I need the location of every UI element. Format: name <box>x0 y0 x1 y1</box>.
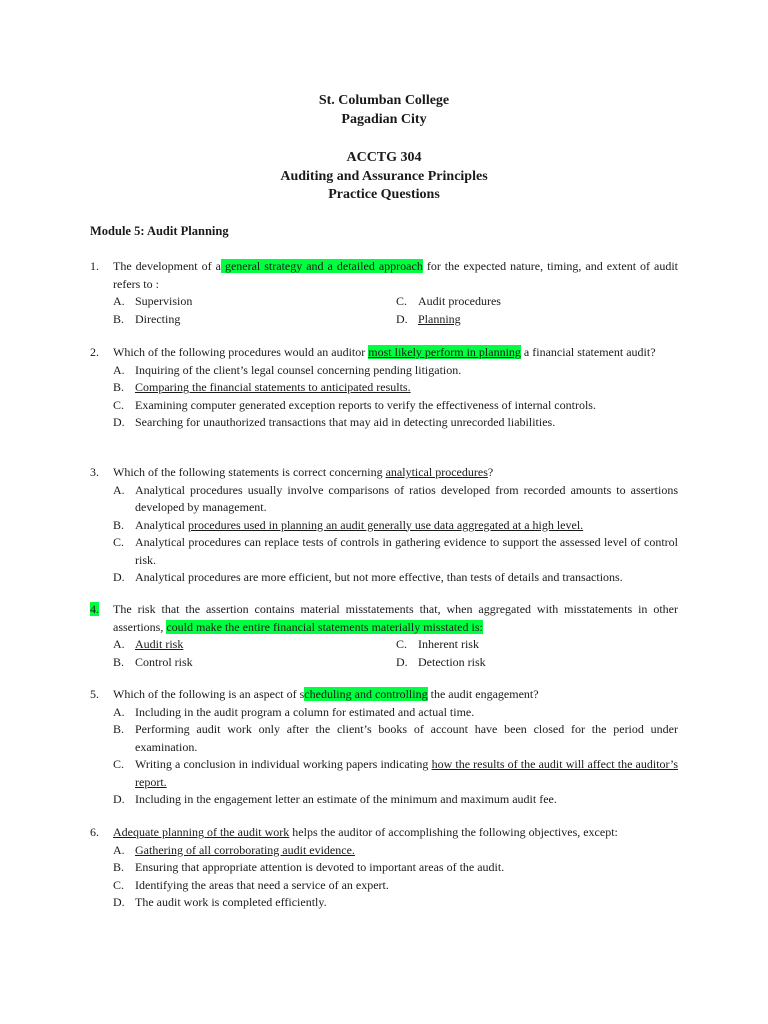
question-number: 6. <box>90 825 99 839</box>
college-name: St. Columban College <box>318 93 450 108</box>
options-row <box>90 636 678 654</box>
question-text-part: a financial statement audit? <box>520 345 656 359</box>
question-4 <box>90 601 678 671</box>
option-text: Ensuring that appropriate attention is devoted to important areas of the audit. <box>135 860 505 874</box>
option-text: Inherent risk <box>418 637 479 651</box>
option-letter: B. <box>113 311 125 326</box>
option-letter: A. <box>113 842 125 857</box>
question-number: 1. <box>90 259 99 273</box>
question-text <box>113 464 678 482</box>
option-letter: B. <box>113 517 125 532</box>
question-text-part: helps the auditor of accomplishing the following objectives, except: <box>289 825 618 839</box>
option-text: Directing <box>135 311 181 326</box>
option-text: Control risk <box>135 654 193 669</box>
question-text-part: The development of a <box>113 259 221 273</box>
city-name: Pagadian City <box>341 112 427 127</box>
option-text: Searching for unauthorized transactions that may aid in detecting unrecorded liabilities. <box>135 415 556 429</box>
option-letter: D. <box>113 415 125 429</box>
option-letter: A. <box>113 704 125 719</box>
option-text: Including in the engagement letter an estimate of the minimum and maximum audit fee. <box>135 792 557 806</box>
option-letter: C. <box>113 877 125 892</box>
question-text-part: Which of the following is an aspect of s <box>113 687 305 701</box>
question-text-part: the audit engagement? <box>427 687 539 701</box>
option-letter: A. <box>113 482 125 497</box>
option-text: The audit work is completed efficiently. <box>135 895 327 909</box>
option-letter: C. <box>396 637 408 651</box>
question-text <box>113 344 678 362</box>
option-letter: D. <box>113 895 125 909</box>
question-3 <box>90 464 678 587</box>
option-text-answer: Gathering of all corroborating audit evidence. <box>135 842 355 857</box>
question-text-part: for the expected nature, timing, and extent of audit refers to : <box>113 259 679 291</box>
option-text: Inquiring of the client’s legal counsel concerning pending litigation. <box>135 362 462 377</box>
question-text-part: Which of the following procedures would an auditor <box>113 345 369 359</box>
option-text-answer: procedures used in planning an audit generally use data aggregated at a high level. <box>187 517 584 532</box>
option-letter: A. <box>113 362 125 377</box>
option-letter: C. <box>113 535 125 549</box>
module-title: Module 5: Audit Planning <box>90 224 229 238</box>
highlighted-phrase: cheduling and controlling <box>304 687 428 701</box>
option-text: Analytical procedures can replace tests of controls in gathering evidence to support the assessed level of control risk. <box>135 535 678 567</box>
option-text: Supervision <box>135 294 193 308</box>
option-text: Analytical procedures usually involve comparisons of ratios developed from recorded amounts to assertions developed by management. <box>135 482 678 514</box>
option-letter: B. <box>113 722 125 736</box>
option-text: Detection risk <box>418 654 486 669</box>
question-number: 5. <box>90 687 99 701</box>
question-number: 3. <box>90 465 99 479</box>
option-letter: C. <box>113 757 125 771</box>
course-code: ACCTG 304 <box>346 150 422 165</box>
question-number: 2. <box>90 345 99 359</box>
options-row <box>90 293 678 311</box>
option-letter: C. <box>396 294 408 308</box>
option-text: Identifying the areas that need a service of an expert. <box>135 877 389 892</box>
option-letter: B. <box>113 380 125 394</box>
option-text: Analytical <box>135 517 188 532</box>
underlined-phrase: analytical procedures <box>385 465 488 479</box>
option-text: Audit procedures <box>418 294 501 308</box>
question-text <box>113 824 678 842</box>
question-2 <box>90 344 678 432</box>
option-letter: B. <box>113 860 125 874</box>
document-title: Practice Questions <box>328 187 440 202</box>
question-text <box>113 601 678 636</box>
options-row <box>90 311 678 329</box>
option-letter: D. <box>396 654 408 669</box>
option-letter: B. <box>113 654 125 669</box>
option-letter: D. <box>113 792 125 806</box>
highlighted-phrase: most likely perform in planning <box>368 345 521 359</box>
option-text: Analytical procedures are more efficient, but not more effective, than tests of details and transactions. <box>135 570 623 584</box>
question-text-part: Which of the following statements is correct concerning <box>113 465 386 479</box>
option-text: Examining computer generated exception reports to verify the effectiveness of internal controls. <box>135 397 596 412</box>
option-text: Writing a conclusion in individual working papers indicating <box>135 757 432 771</box>
option-letter: A. <box>113 294 125 308</box>
question-1 <box>90 258 678 328</box>
options-row <box>90 654 678 672</box>
option-letter: A. <box>113 637 125 651</box>
option-text-answer: Planning <box>418 311 461 326</box>
highlighted-phrase: general strategy and a detailed approach <box>220 259 423 273</box>
option-text: Including in the audit program a column for estimated and actual time. <box>135 704 475 719</box>
option-letter: C. <box>113 397 125 412</box>
option-letter: D. <box>396 311 408 326</box>
question-text-part: ? <box>487 465 494 479</box>
question-text <box>113 258 678 293</box>
question-5 <box>90 686 678 809</box>
option-text-answer: Comparing the financial statements to anticipated results. <box>135 380 411 394</box>
question-text <box>113 686 678 704</box>
question-6 <box>90 824 678 912</box>
option-text-answer: Audit risk <box>135 637 184 651</box>
option-letter: D. <box>113 570 125 584</box>
highlighted-phrase: could make the entire financial statements materially misstated is: <box>166 619 483 634</box>
option-text-answer: how the results of the audit will affect the auditor’s report. <box>135 757 678 789</box>
question-text-part: The risk that the assertion contains material misstatements that, when aggregated with misstatements in other assertions, <box>113 602 678 634</box>
subject-title: Auditing and Assurance Principles <box>280 169 488 184</box>
question-number: 4. <box>90 602 99 616</box>
underlined-phrase: Adequate planning of the audit work <box>113 825 290 839</box>
option-text: Performing audit work only after the client’s books of account have been closed for the period under examination. <box>135 722 678 754</box>
